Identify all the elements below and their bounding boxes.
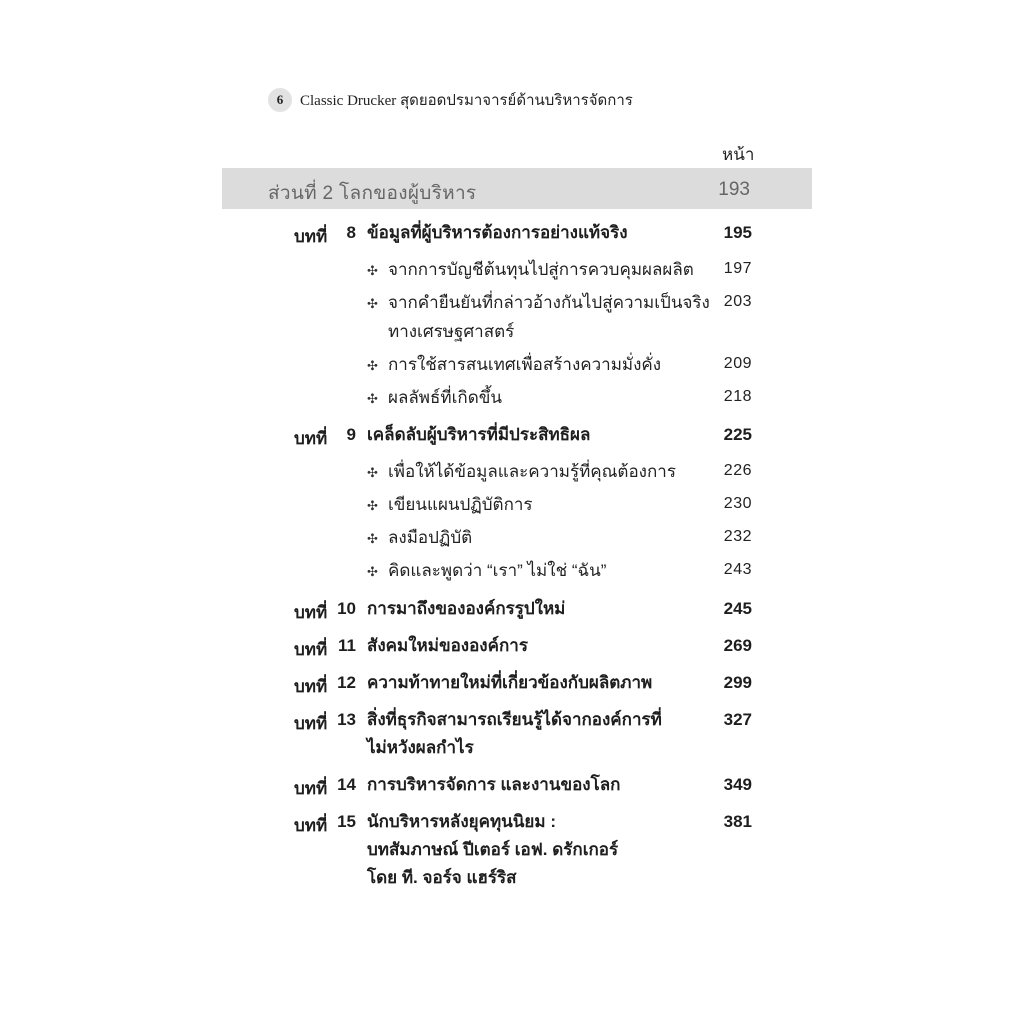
chapter-number: 14	[337, 775, 356, 794]
section-page-number: 226	[723, 462, 752, 479]
chapter-title: ความท้าทายใหม่ที่เกี่ยวข้องกับผลิตภาพ	[367, 673, 653, 692]
chapter-number: 13	[337, 710, 356, 729]
section-title: คิดและพูดว่า “เรา” ไม่ใช่ “ฉัน”	[388, 561, 607, 580]
chapter-page-number: 269	[723, 636, 752, 655]
section-title: จากคำยืนยันที่กล่าวอ้างกันไปสู่ความเป็นจริง	[388, 293, 710, 312]
section-page-number: 243	[723, 561, 752, 578]
section-title: เขียนแผนปฏิบัติการ	[388, 495, 533, 514]
chapter-number: 8	[346, 223, 356, 242]
chapter-label: บทที่	[294, 677, 328, 696]
bullet-icon: ✣	[367, 358, 378, 373]
chapter-title: การบริหารจัดการ และงานของโลก	[367, 775, 621, 794]
chapter-title-continued: ไม่หวังผลกำไร	[367, 738, 474, 757]
chapter-page-number: 245	[723, 599, 752, 618]
running-header	[268, 86, 633, 114]
chapter-label: บทที่	[294, 603, 328, 622]
chapter-number: 12	[337, 673, 356, 692]
chapter-number: 10	[337, 599, 356, 618]
section-title: เพื่อให้ได้ข้อมูลและความรู้ที่คุณต้องการ	[388, 462, 676, 481]
section-title: จากการบัญชีต้นทุนไปสู่การควบคุมผลผลิต	[388, 260, 694, 279]
part-page-number: 193	[718, 179, 750, 200]
bullet-icon: ✣	[367, 531, 378, 546]
section-page-number: 230	[723, 495, 752, 512]
chapter-title-continued: บทสัมภาษณ์ ปีเตอร์ เอฟ. ดรักเกอร์	[367, 840, 619, 859]
section-title: ลงมือปฏิบัติ	[388, 528, 473, 547]
chapter-title: ข้อมูลที่ผู้บริหารต้องการอย่างแท้จริง	[367, 223, 628, 242]
chapter-page-number: 381	[723, 812, 752, 831]
chapter-label: บทที่	[294, 429, 328, 448]
chapter-title: เคล็ดลับผู้บริหารที่มีประสิทธิผล	[367, 425, 591, 444]
chapter-label: บทที่	[294, 227, 328, 246]
chapter-number: 9	[346, 425, 356, 444]
chapter-page-number: 327	[723, 710, 752, 729]
book-title: Classic Drucker สุดยอดปรมาจารย์ด้านบริหารจัดการ	[300, 93, 633, 109]
section-title-continued: ทางเศรษฐศาสตร์	[388, 322, 515, 341]
section-title: การใช้สารสนเทศเพื่อสร้างความมั่งคั่ง	[388, 355, 662, 374]
chapter-page-number: 299	[723, 673, 752, 692]
chapter-title: สิ่งที่ธุรกิจสามารถเรียนรู้ได้จากองค์การที่	[367, 710, 662, 729]
chapter-title-continued: โดย ที. จอร์จ แฮร์ริส	[367, 868, 517, 887]
bullet-icon: ✣	[367, 391, 378, 406]
chapter-page-number: 225	[723, 425, 752, 444]
chapter-number: 15	[337, 812, 356, 831]
bullet-icon: ✣	[367, 465, 378, 480]
chapter-page-number: 349	[723, 775, 752, 794]
bullet-icon: ✣	[367, 498, 378, 513]
section-title: ผลลัพธ์ที่เกิดขึ้น	[388, 388, 502, 407]
chapter-title: การมาถึงขององค์กรรูปใหม่	[367, 599, 566, 618]
chapter-label: บทที่	[294, 714, 328, 733]
section-page-number: 232	[723, 528, 752, 545]
chapter-page-number: 195	[723, 223, 752, 242]
page-number-badge: 6	[268, 88, 292, 112]
chapter-title: สังคมใหม่ขององค์การ	[367, 636, 528, 655]
chapter-label: บทที่	[294, 640, 328, 659]
section-page-number: 203	[723, 293, 752, 310]
chapter-number: 11	[338, 636, 356, 655]
chapter-label: บทที่	[294, 816, 328, 835]
page-column-label: หน้า	[722, 145, 755, 164]
chapter-label: บทที่	[294, 779, 328, 798]
chapter-title: นักบริหารหลังยุคทุนนิยม :	[367, 812, 556, 831]
bullet-icon: ✣	[367, 296, 378, 311]
section-page-number: 218	[723, 388, 752, 405]
bullet-icon: ✣	[367, 263, 378, 278]
section-page-number: 197	[723, 260, 752, 277]
section-page-number: 209	[723, 355, 752, 372]
bullet-icon: ✣	[367, 564, 378, 579]
part-title: ส่วนที่ 2 โลกของผู้บริหาร	[268, 183, 477, 204]
